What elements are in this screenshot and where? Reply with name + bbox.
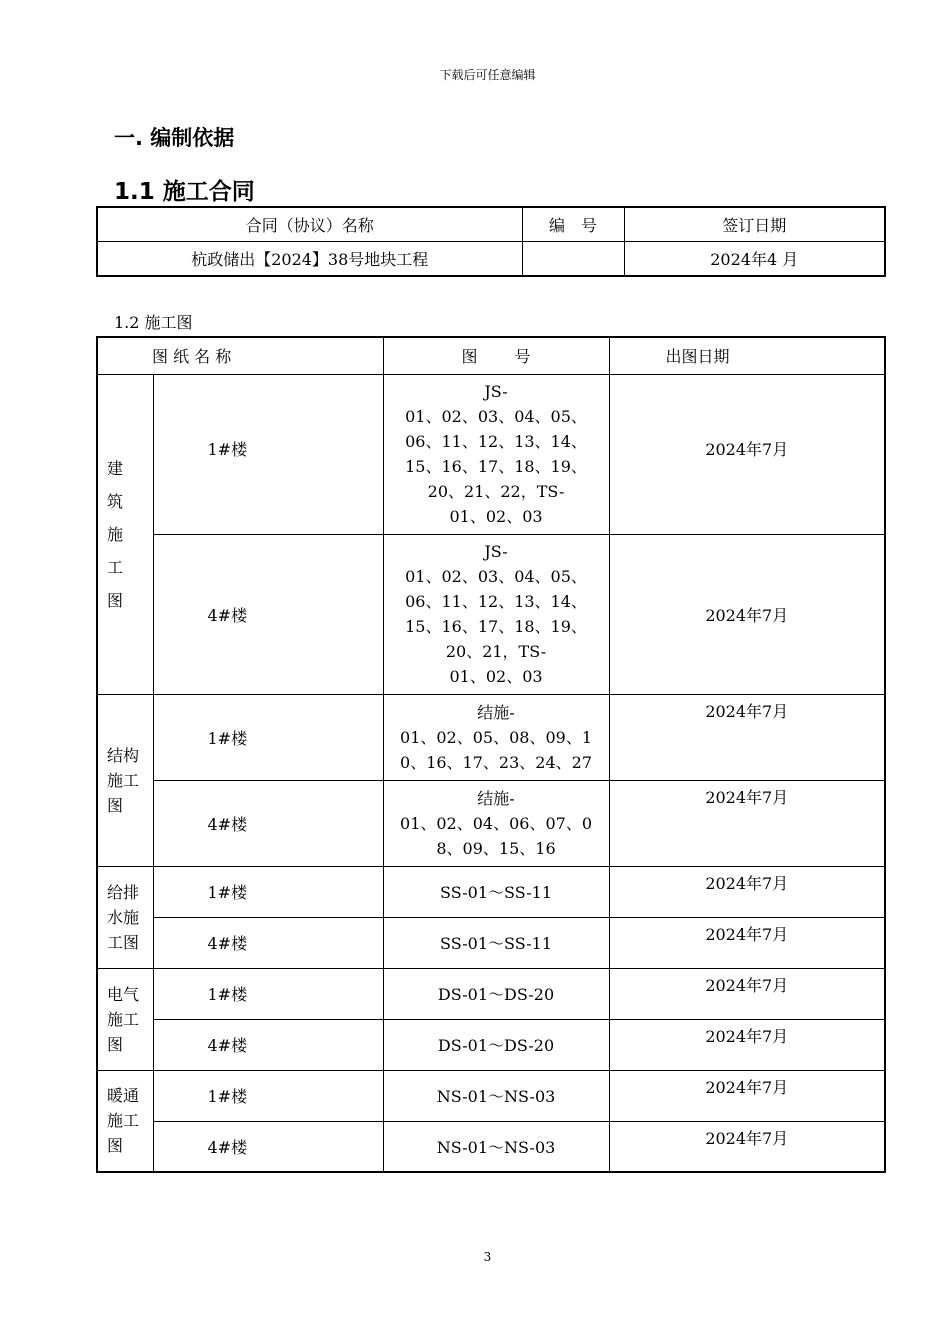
page-header-note: 下载后可任意编辑 <box>439 68 536 82</box>
building-cell: 1#楼 <box>153 694 383 780</box>
drawing-date-cell: 2024年7月 <box>609 374 885 534</box>
drawing-number-cell: NS-01～NS-03 <box>383 1121 609 1172</box>
drawing-number-cell: JS- 01、02、03、04、05、 06、11、12、13、14、 15、16、17、18、19、 20、21、22，TS- 01、02、03 <box>383 374 609 534</box>
drawing-date-cell: 2024年7月 <box>609 1121 885 1172</box>
drawing-number-cell: DS-01～DS-20 <box>383 1019 609 1070</box>
building-cell: 4#楼 <box>153 1121 383 1172</box>
building-cell: 1#楼 <box>153 866 383 917</box>
building-cell: 4#楼 <box>153 780 383 866</box>
drawing-date-cell: 2024年7月 <box>609 917 885 968</box>
building-cell: 1#楼 <box>153 968 383 1019</box>
contract-number <box>522 242 624 277</box>
drawing-number-cell: SS-01～SS-11 <box>383 866 609 917</box>
drawing-number-cell: 结施- 01、02、05、08、09、1 0、16、17、23、24、27 <box>383 694 609 780</box>
drawings-header-date: 出图日期 <box>609 337 885 374</box>
section-title: 一. 编制依据 <box>114 126 235 150</box>
drawing-date-cell: 2024年7月 <box>609 968 885 1019</box>
drawing-number-cell: NS-01～NS-03 <box>383 1070 609 1121</box>
contract-header-number: 编 号 <box>522 207 624 242</box>
drawing-number-cell: DS-01～DS-20 <box>383 968 609 1019</box>
contract-date: 2024年4 月 <box>624 242 885 277</box>
drawing-number-cell: SS-01～SS-11 <box>383 917 609 968</box>
contract-header-date: 签订日期 <box>624 207 885 242</box>
drawing-number-cell: JS- 01、02、03、04、05、 06、11、12、13、14、 15、16、17、18、19、 20、21，TS- 01、02、03 <box>383 534 609 694</box>
page-number: 3 <box>483 1250 492 1264</box>
category-hvac: 暖通 施工 图 <box>97 1070 153 1172</box>
category-architecture: 建 筑 施 工 图 <box>97 374 153 694</box>
building-cell: 4#楼 <box>153 1019 383 1070</box>
drawing-date-cell: 2024年7月 <box>609 1019 885 1070</box>
category-structure: 结构 施工 图 <box>97 694 153 866</box>
drawings-header-number: 图 号 <box>383 337 609 374</box>
drawing-date-cell: 2024年7月 <box>609 780 885 866</box>
drawing-number-cell: 结施- 01、02、04、06、07、0 8、09、15、16 <box>383 780 609 866</box>
drawing-date-cell: 2024年7月 <box>609 694 885 780</box>
contract-table <box>96 206 886 277</box>
building-cell: 4#楼 <box>153 917 383 968</box>
category-plumbing: 给排 水施 工图 <box>97 866 153 968</box>
building-cell: 4#楼 <box>153 534 383 694</box>
contract-name: 杭政储出【2024】38号地块工程 <box>97 242 522 277</box>
category-electrical: 电气 施工 图 <box>97 968 153 1070</box>
drawing-date-cell: 2024年7月 <box>609 866 885 917</box>
subsection-drawings-title: 1.2 施工图 <box>114 313 193 332</box>
drawing-date-cell: 2024年7月 <box>609 1070 885 1121</box>
drawings-table <box>96 336 886 1173</box>
drawing-date-cell: 2024年7月 <box>609 534 885 694</box>
subsection-contract-title: 1.1 施工合同 <box>114 179 255 205</box>
building-cell: 1#楼 <box>153 374 383 534</box>
contract-header-name: 合同（协议）名称 <box>97 207 522 242</box>
drawings-header-name: 图 纸 名 称 <box>97 337 383 374</box>
building-cell: 1#楼 <box>153 1070 383 1121</box>
